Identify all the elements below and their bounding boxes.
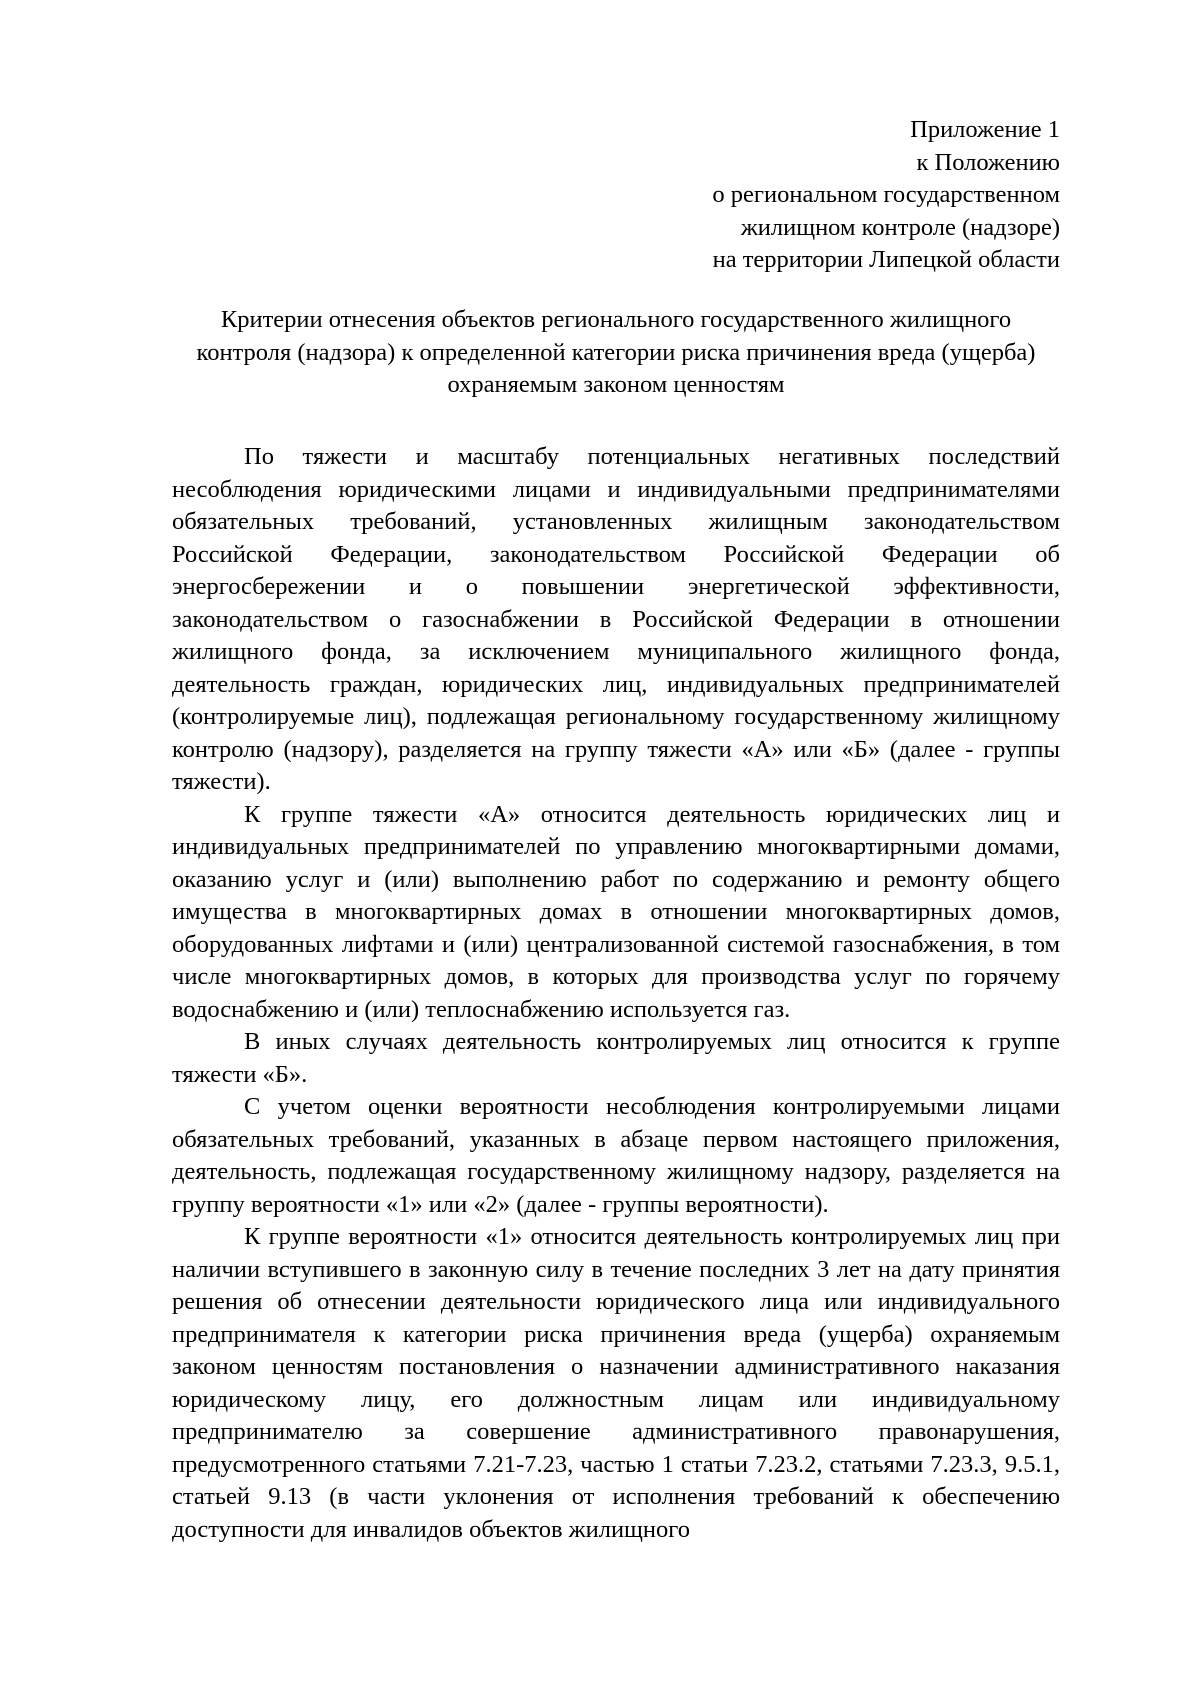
body-paragraph: По тяжести и масштабу потенциальных негативных последствий несоблюдения юридическими лицами и индивидуальными предпринимателями обязательных требований, установленных жилищным законодательством Российской Федерации, законодательством Российской Федерации об энергосбережении и о повышении энергетической эффективности, законодательством о газоснабжении в Российской Федерации в отношении жилищного фонда, за исключением муниципального жилищного фонда, деятельность граждан, юридических лиц, индивидуальных предпринимателей (контролируемые лиц), подлежащая региональному государственному жилищному контролю (надзору), разделяется на группу тяжести «А» или «Б» (далее - группы тяжести). [172,443,1060,795]
body-paragraph: К группе тяжести «А» относится деятельность юридических лиц и индивидуальных предпринимателей по управлению многоквартирными домами, оказанию услуг и (или) выполнению работ по содержанию и ремонту общего имущества в многоквартирных домах в отношении многоквартирных домов, оборудованных лифтами и (или) централизованной системой газоснабжения, в том числе многоквартирных домов, в которых для производства услуг по горячему водоснабжению и (или) теплоснабжению используется газ. [172,800,1060,1023]
title-line: охраняемым законом ценностям [447,371,785,398]
body-paragraph: К группе вероятности «1» относится деятельность контролируемых лиц при наличии вступившего в законную силу в течение последних 3 лет на дату принятия решения об отнесении деятельности юридического лица или индивидуального предпринимателя к категории риска причинения вреда (ущерба) охраняемым законом ценностям постановления о назначении административного наказания юридическому лицу, его должностным лицам или индивидуальному предпринимателю за совершение административного правонарушения, предусмотренного статьями 7.21-7.23, частью 1 статьи 7.23.2, статьями 7.23.3, 9.5.1, статьей 9.13 (в части уклонения от исполнения требований к обеспечению доступности для инвалидов объектов жилищного [172,1223,1060,1543]
appendix-line: к Положению [916,148,1060,176]
appendix-line: Приложение 1 [910,116,1060,143]
appendix-line: о региональном государственном [712,181,1060,208]
appendix-line: на территории Липецкой области [712,246,1060,273]
body-paragraph: С учетом оценки вероятности несоблюдения контролируемыми лицами обязательных требований, указанных в абзаце первом настоящего приложения, деятельность, подлежащая государственному жилищному надзору, разделяется на группу вероятности «1» или «2» (далее - группы вероятности). [172,1093,1060,1218]
body-paragraph: В иных случаях деятельность контролируемых лиц относится к группе тяжести «Б». [172,1028,1060,1088]
document-body [172,441,1060,1546]
appendix-line: жилищном контроле (надзоре) [740,213,1060,241]
appendix-header [460,114,1060,277]
title-line: контроля (надзора) к определенной категории риска причинения вреда (ущерба) [196,338,1036,366]
title-line: Критерии отнесения объектов регионального государственного жилищного [220,306,1012,333]
document-title [172,304,1060,402]
